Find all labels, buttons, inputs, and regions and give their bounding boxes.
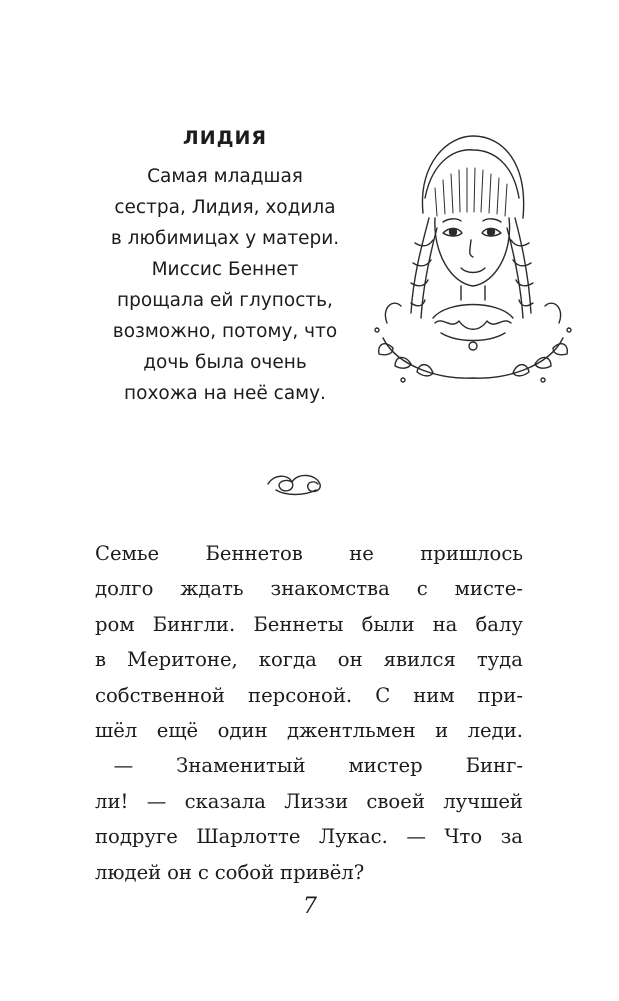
story-line (95, 855, 523, 890)
story-word: балу (475, 612, 523, 636)
description-line: прощала ей глупость, (117, 290, 333, 311)
story-word: при- (477, 683, 523, 707)
story-word: привёл? (280, 860, 365, 884)
story-word: Меритоне, (127, 648, 238, 672)
story-line (95, 819, 523, 854)
portrait-illustration (363, 118, 573, 388)
story-word: долго (95, 577, 154, 601)
story-word: ещё (156, 719, 199, 743)
story-word: мистер (348, 754, 423, 778)
story-word: на (432, 612, 458, 636)
story-word: ним (413, 683, 455, 707)
description-line: Самая младшая (147, 166, 303, 187)
character-heading: ЛИДИЯ (182, 127, 268, 149)
description-line: сестра, Лидия, ходила (114, 197, 336, 218)
story-word: в (95, 648, 107, 672)
story-word: собой (214, 860, 275, 884)
story-word: сказала (184, 789, 266, 813)
story-word: и (435, 719, 449, 743)
ornament-divider (264, 468, 326, 498)
story-word: пришлось (420, 542, 523, 565)
story-word: леди. (467, 719, 523, 743)
description-line: дочь была очень (143, 352, 307, 373)
story-word: персоной. (248, 683, 353, 707)
page-number: 7 (303, 894, 317, 919)
story-word: людей (95, 860, 162, 884)
story-word: с (197, 860, 209, 884)
story-word: с (416, 577, 428, 601)
story-word: были (361, 612, 415, 636)
story-word: он (337, 648, 363, 672)
story-word: — (95, 754, 134, 778)
story-word: Бингли. (152, 612, 236, 636)
story-word: — (146, 789, 167, 813)
story-word: один (217, 719, 268, 743)
story-word: когда (258, 648, 317, 672)
story-word: явился (383, 648, 456, 672)
story-word: лучшей (443, 789, 523, 813)
story-word: мисте- (454, 577, 523, 601)
story-line (95, 784, 523, 819)
story-word: шёл (95, 719, 138, 743)
story-word: Знаменитый (176, 754, 306, 778)
story-word: джентльмен (287, 719, 416, 743)
story-word: Бинг- (465, 754, 523, 778)
story-word: подруге (95, 825, 178, 849)
story-line (95, 642, 523, 677)
story-word: Шарлотте (196, 825, 301, 849)
story-word: за (500, 825, 523, 849)
description-line: Миссис Беннет (151, 259, 299, 280)
story-word: ром (95, 612, 135, 636)
story-word: собственной (95, 683, 225, 707)
story-word: не (349, 542, 374, 565)
character-description (96, 161, 354, 409)
story-line (95, 678, 523, 713)
story-line (95, 607, 523, 642)
story-word: своей (366, 789, 425, 813)
story-line (95, 571, 523, 606)
story-line (95, 713, 523, 748)
story-word: Семье (95, 542, 160, 565)
story-word: Что (444, 825, 483, 849)
story-word: Лукас. (318, 825, 388, 849)
description-line: возможно, потому, что (112, 321, 338, 342)
story-word: — (406, 825, 426, 849)
story-line (95, 536, 523, 571)
story-word: знакомства (270, 577, 390, 601)
story-word: Беннеты (253, 612, 344, 636)
story-word: ждать (180, 577, 244, 601)
story-word: он (167, 860, 192, 884)
story-line (95, 748, 523, 783)
story-word: С (375, 683, 391, 707)
story-word: Лиззи (284, 789, 349, 813)
story-text (95, 536, 523, 890)
story-word: туда (476, 648, 523, 672)
description-line: в любимицах у матери. (110, 228, 340, 249)
story-word: Беннетов (205, 542, 303, 565)
story-word: ли! (95, 789, 129, 813)
description-line: похожа на неё саму. (124, 383, 326, 404)
